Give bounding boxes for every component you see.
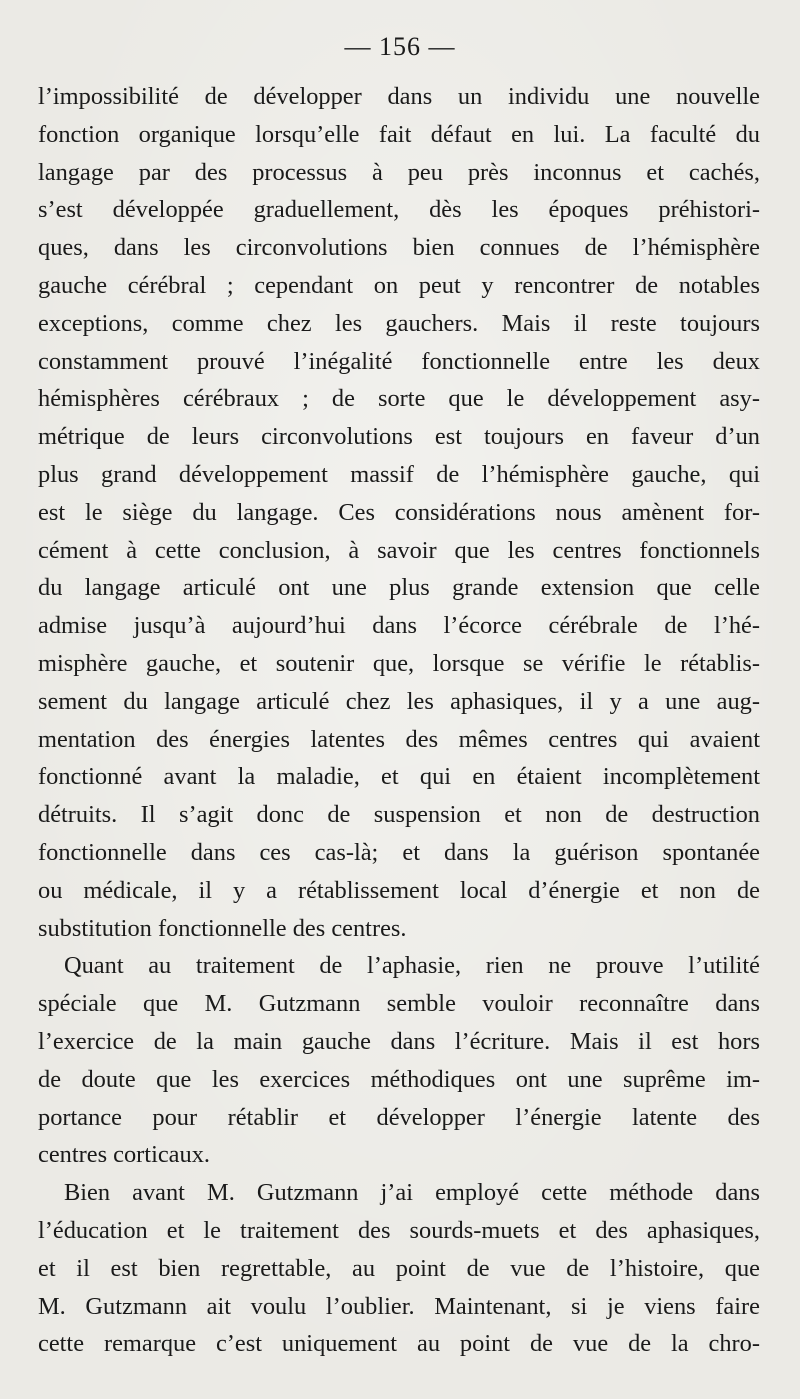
text-line: Quant au traitement de l’aphasie, rien ne prouve l’utilité (64, 952, 760, 980)
text-line: constamment prouvé l’inégalité fonctionnelle entre les deux (38, 347, 760, 375)
text-line: Bien avant M. Gutzmann j’ai employé cette méthode dans (64, 1179, 760, 1207)
text-line: détruits. Il s’agit donc de suspension et non de destruction (38, 801, 760, 829)
text-line: fonction organique lorsqu’elle fait défaut en lui. La faculté du (38, 120, 760, 148)
text-line: admise jusqu’à aujourd’hui dans l’écorce cérébrale de l’hé- (38, 612, 760, 640)
text-line: s’est développée graduellement, dès les époques préhistori- (38, 196, 760, 224)
text-line: misphère gauche, et soutenir que, lorsque se vérifie le rétablis- (38, 649, 760, 677)
text-line: spéciale que M. Gutzmann semble vouloir reconnaître dans (38, 990, 760, 1018)
text-line: et il est bien regrettable, au point de vue de l’histoire, que (38, 1254, 760, 1282)
text-line: sement du langage articulé chez les aphasiques, il y a une aug- (38, 687, 760, 715)
text-line: portance pour rétablir et développer l’énergie latente des (38, 1103, 760, 1131)
text-line: langage par des processus à peu près inconnus et cachés, (38, 158, 760, 186)
page-number: — 156 — (344, 32, 456, 61)
text-line: ou médicale, il y a rétablissement local d’énergie et non de (38, 876, 760, 904)
text-line: cément à cette conclusion, à savoir que les centres fonctionnels (38, 536, 760, 564)
text-line: M. Gutzmann ait voulu l’oublier. Maintenant, si je viens faire (38, 1292, 760, 1320)
text-line: centres corticaux. (38, 1141, 210, 1169)
text-line: l’impossibilité de développer dans un individu une nouvelle (38, 83, 760, 110)
text-line: l’éducation et le traitement des sourds-muets et des aphasiques, (38, 1216, 760, 1244)
text-line: métrique de leurs circonvolutions est toujours en faveur d’un (38, 423, 760, 451)
body-text (38, 78, 760, 1363)
text-line: hémisphères cérébraux ; de sorte que le développement asy- (38, 385, 760, 413)
text-line: mentation des énergies latentes des mêmes centres qui avaient (38, 725, 760, 753)
text-line: exceptions, comme chez les gauchers. Mais il reste toujours (38, 309, 760, 337)
text-line: plus grand développement massif de l’hémisphère gauche, qui (38, 460, 760, 488)
text-line: fonctionnelle dans ces cas-là; et dans la guérison spontanée (38, 838, 760, 866)
text-line: cette remarque c’est uniquement au point de vue de la chro- (38, 1330, 760, 1358)
text-line: est le siège du langage. Ces considérations nous amènent for- (38, 498, 760, 526)
text-line: fonctionné avant la maladie, et qui en étaient incomplètement (38, 763, 760, 791)
text-line: de doute que les exercices méthodiques ont une suprême im- (38, 1065, 760, 1093)
text-line: gauche cérébral ; cependant on peut y rencontrer de notables (38, 271, 760, 299)
text-line: l’exercice de la main gauche dans l’écriture. Mais il est hors (38, 1027, 760, 1055)
text-line: substitution fonctionnelle des centres. (38, 914, 407, 942)
text-line: du langage articulé ont une plus grande extension que celle (38, 574, 760, 602)
text-line: ques, dans les circonvolutions bien connues de l’hémisphère (38, 234, 760, 262)
